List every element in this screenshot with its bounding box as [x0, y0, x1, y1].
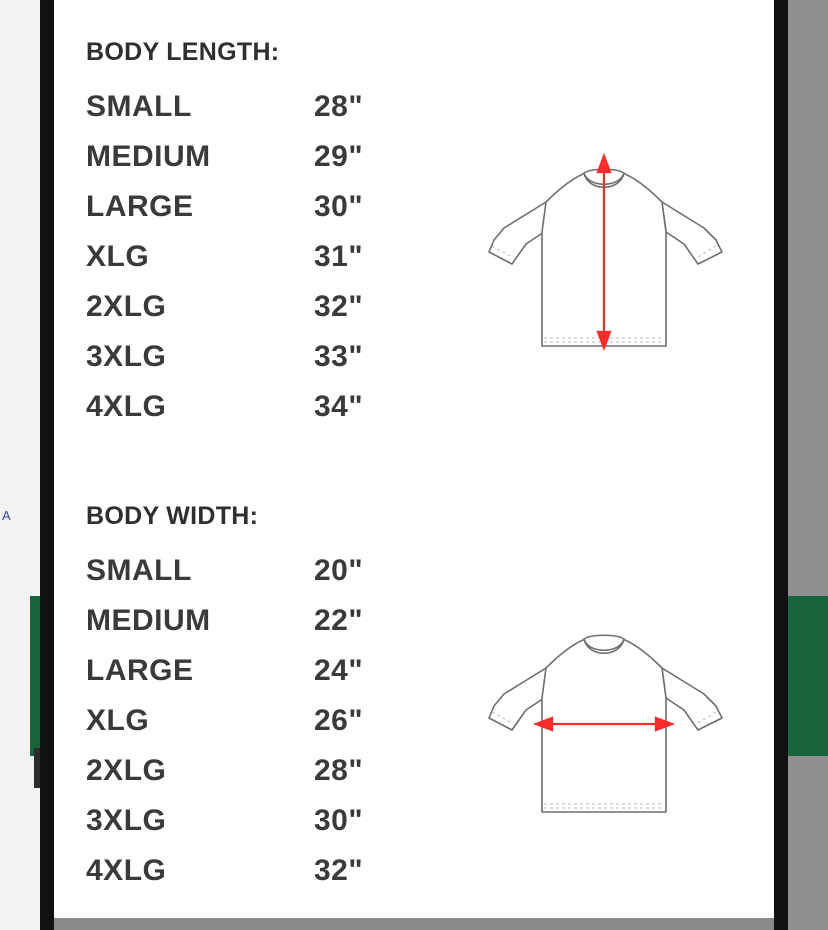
size-measurement: 32"	[314, 854, 364, 887]
table-row	[86, 382, 446, 432]
table-row	[86, 132, 446, 182]
size-measurement: 33"	[314, 340, 364, 373]
size-label: 4XLG	[86, 854, 167, 887]
size-label: SMALL	[86, 90, 192, 123]
size-label: 3XLG	[86, 804, 167, 837]
size-label: 2XLG	[86, 290, 167, 323]
size-measurement: 30"	[314, 190, 364, 223]
table-row	[86, 232, 446, 282]
size-label: 3XLG	[86, 340, 167, 373]
table-row	[86, 82, 446, 132]
size-label: 4XLG	[86, 390, 167, 423]
size-measurement: 20"	[314, 554, 364, 587]
section-heading-body-width: BODY WIDTH:	[86, 502, 259, 530]
table-row	[86, 796, 446, 846]
size-label: MEDIUM	[86, 140, 211, 173]
table-row	[86, 546, 446, 596]
size-measurement: 24"	[314, 654, 364, 687]
table-row	[86, 182, 446, 232]
size-measurement: 31"	[314, 240, 364, 273]
size-measurement: 28"	[314, 90, 364, 123]
size-measurement: 28"	[314, 754, 364, 787]
size-measurement: 34"	[314, 390, 364, 423]
size-measurement: 32"	[314, 290, 364, 323]
size-label: LARGE	[86, 190, 194, 223]
background-right-strip	[788, 0, 828, 930]
table-row	[86, 746, 446, 796]
size-table-body-length	[86, 82, 446, 432]
size-measurement: 26"	[314, 704, 364, 737]
table-row	[86, 332, 446, 382]
long-sleeve-shirt-body-width-icon	[484, 606, 734, 841]
background-link-text: A	[2, 508, 11, 523]
size-label: LARGE	[86, 654, 194, 687]
overlay-frame-left	[40, 0, 54, 930]
background-left-strip	[0, 0, 40, 930]
size-measurement: 30"	[314, 804, 364, 837]
table-row	[86, 646, 446, 696]
size-measurement: 22"	[314, 604, 364, 637]
size-label: XLG	[86, 704, 150, 737]
long-sleeve-shirt-body-length-icon	[484, 140, 734, 375]
table-row	[86, 846, 446, 896]
table-row	[86, 596, 446, 646]
size-label: SMALL	[86, 554, 192, 587]
table-row	[86, 696, 446, 746]
size-measurement: 29"	[314, 140, 364, 173]
section-heading-body-length: BODY LENGTH:	[86, 38, 280, 66]
overlay-frame-right	[774, 0, 788, 930]
size-label: MEDIUM	[86, 604, 211, 637]
table-row	[86, 282, 446, 332]
size-chart-panel	[54, 0, 774, 918]
size-table-body-width	[86, 546, 446, 896]
size-label: 2XLG	[86, 754, 167, 787]
size-label: XLG	[86, 240, 150, 273]
background-green-block-right	[788, 596, 828, 756]
